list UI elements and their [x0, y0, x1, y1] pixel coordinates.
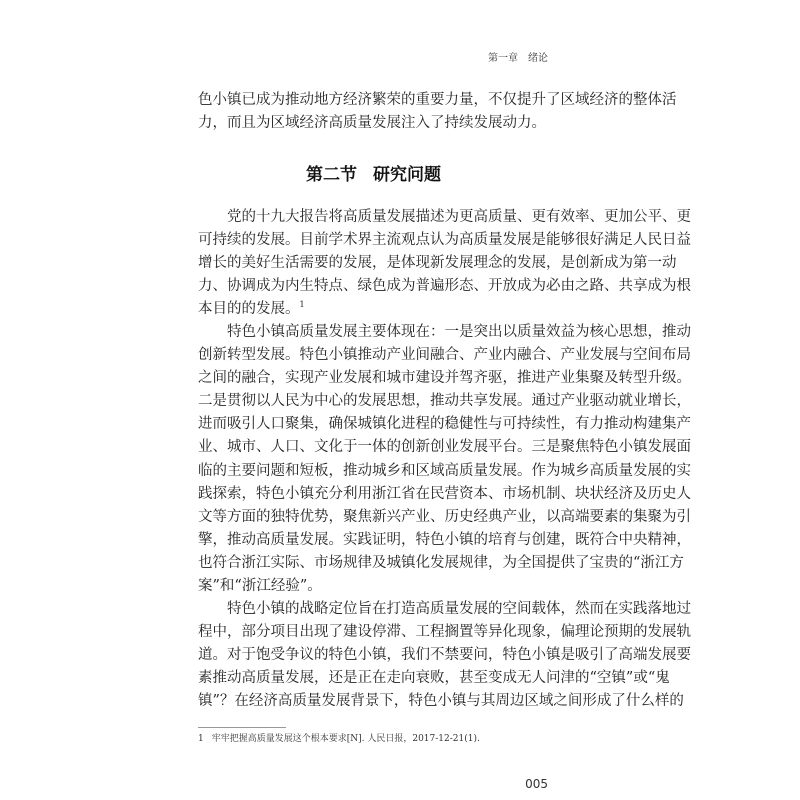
text-line: 创新转型发展。特色小镇推动产业间融合、产业内融合、产业发展与空间布局	[198, 347, 691, 364]
footnote	[198, 731, 480, 744]
body-text	[198, 206, 691, 713]
text-line-content: 本目的的发展。	[198, 301, 300, 318]
text-line: 也符合浙江实际、市场规律及城镇化发展规律，为全国提供了宝贵的“浙江方	[198, 554, 684, 571]
text-line: 党的十九大报告将高质量发展描述为更高质量、更有效率、更加公平、更	[227, 209, 691, 225]
text-line: 特色小镇的战略定位旨在打造高质量发展的空间载体，然而在实践落地过	[227, 600, 691, 617]
page-number: 005	[525, 777, 548, 791]
text-line: 镇”？在经济高质量发展背景下，特色小镇与其周边区域之间形成了什么样的	[198, 692, 684, 709]
text-line: 增长的美好生活需要的发展，是体现新发展理念的发展，是创新成为第一动	[198, 255, 677, 272]
text-line: 程中，部分项目出现了建设停滞、工程搁置等异化现象，偏理论预期的发展轨	[198, 623, 691, 640]
text-line: 擎，推动高质量发展。实践证明，特色小镇的培育与创建，既符合中央精神，	[198, 531, 691, 548]
footnote-divider	[198, 727, 286, 728]
text-line: 可持续的发展。目前学术界主流观点认为高质量发展是能够很好满足人民日益	[198, 232, 691, 249]
text-line: 二是贯彻以人民为中心的发展思想，推动共享发展。通过产业驱动就业增长，	[198, 393, 691, 410]
text-line: 业、城市、人口、文化于一体的创新创业发展平台。三是聚焦特色小镇发展面	[198, 439, 691, 456]
running-header: 第一章 绪论	[488, 53, 548, 64]
text-line: 力，而且为区域经济高质量发展注入了持续发展动力。	[198, 115, 546, 132]
text-line: 力、协调成为内生特点、绿色成为普遍形态、开放成为必由之路、共享成为根	[198, 278, 691, 295]
section-heading	[198, 160, 549, 185]
text-line: 案”和“浙江经验”。	[198, 577, 322, 594]
text-line: 临的主要问题和短板，推动城乡和区域高质量发展。作为城乡高质量发展的实	[198, 462, 691, 479]
intro-paragraph	[198, 89, 677, 135]
section-number: 第二节	[306, 165, 357, 185]
footnote-number: 1	[198, 734, 204, 744]
text-line: 文等方面的独特优势，聚焦新兴产业、历史经典产业，以高端要素的集聚为引	[198, 508, 691, 525]
text-line: 之间的融合，实现产业发展和城市建设并驾齐驱，推进产业集聚及转型升级。	[198, 370, 691, 387]
text-line: 道。对于饱受争议的特色小镇，我们不禁要问，特色小镇是吸引了高端发展要	[198, 646, 691, 663]
text-line: 进而吸引人口聚集，确保城镇化进程的稳健性与可持续性，有力推动构建集产	[198, 416, 691, 433]
footnote-text: 牢牢把握高质量发展这个根本要求[N]. 人民日报，2017-12-21(1).	[211, 734, 480, 744]
footnote-ref[interactable]: 1	[299, 300, 305, 310]
text-line: 素推动高质量发展，还是正在走向衰败，甚至变成无人问津的“空镇”或“鬼	[198, 669, 670, 686]
text-line	[198, 298, 549, 321]
text-line: 色小镇已成为推动地方经济繁荣的重要力量，不仅提升了区域经济的整体活	[198, 92, 677, 108]
text-line: 践探索，特色小镇充分利用浙江省在民营资本、市场机制、块状经济及历史人	[198, 485, 691, 502]
text-line: 特色小镇高质量发展主要体现在：一是突出以质量效益为核心思想，推动	[227, 324, 691, 341]
section-title: 研究问题	[373, 165, 441, 185]
